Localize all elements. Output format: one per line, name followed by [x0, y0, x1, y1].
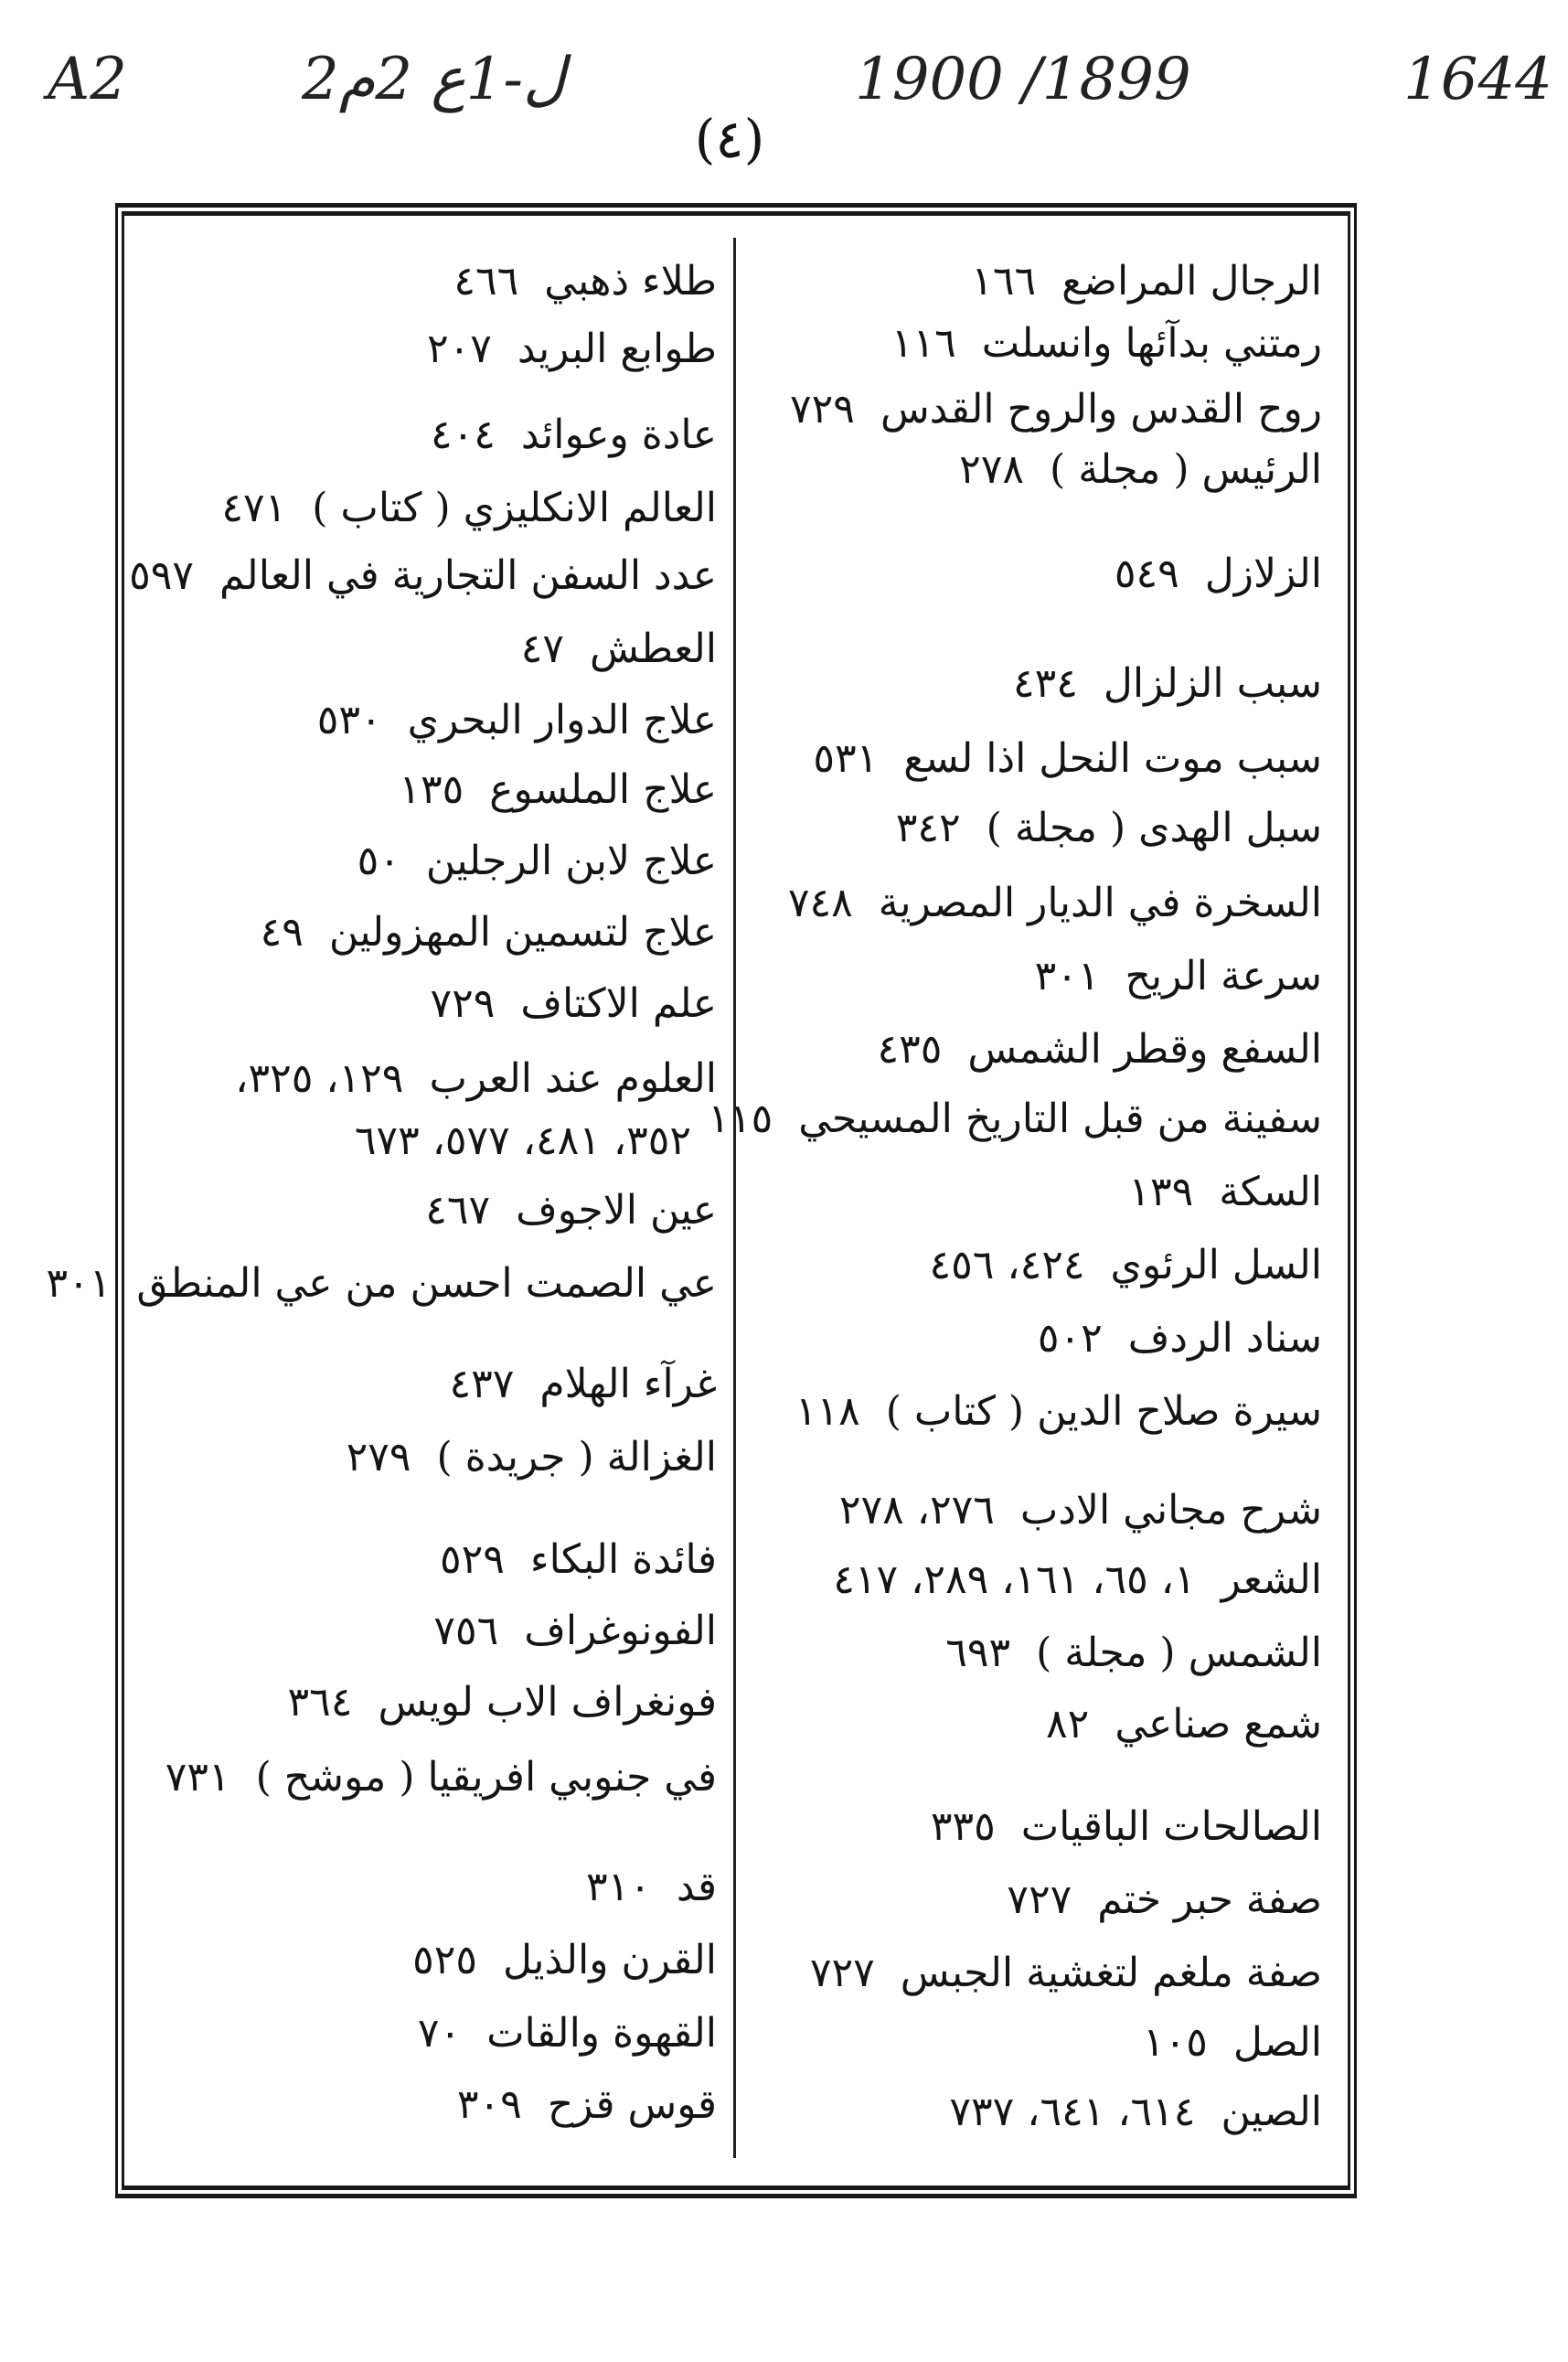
entry-pages: ٢٧٦، ٢٧٨	[838, 1487, 995, 1534]
entry-pages: ١١٦	[891, 320, 956, 367]
entry-term: الفونوغراف	[524, 1608, 717, 1654]
index-entry	[261, 905, 717, 960]
index-entry	[412, 1933, 717, 1988]
handwritten-year-mark: 1900 /1899	[855, 46, 1191, 113]
entry-term: الصين	[1221, 2089, 1322, 2135]
entry-pages: ٣٠١	[1034, 953, 1100, 999]
entry-term: سبب الزلزال	[1103, 660, 1322, 707]
entry-term: قد	[676, 1864, 717, 1910]
entry-term: سبل الهدى ( مجلة )	[986, 805, 1322, 851]
entry-pages: ٦٩٣	[945, 1630, 1011, 1676]
index-entry	[929, 1238, 1322, 1293]
index-entry	[431, 408, 717, 463]
entry-pages: ٣١٠	[585, 1864, 651, 1910]
entry-term: الشعر	[1221, 1556, 1322, 1603]
index-entry	[1115, 547, 1322, 602]
entry-term: العطش	[589, 625, 717, 672]
index-entry	[357, 834, 717, 889]
index-entry	[355, 1114, 717, 1169]
entry-pages: ٣٥٢، ٤٨١، ٥٧٧، ٦٧٣	[354, 1117, 691, 1164]
index-entry	[425, 1183, 717, 1238]
entry-term: شمع صناعي	[1115, 1701, 1322, 1747]
index-entry	[1007, 1873, 1322, 1928]
index-entry	[427, 322, 717, 377]
entry-term: فونغراف الاب لويس	[378, 1679, 717, 1726]
entry-pages: ٧٢٧	[809, 1950, 875, 1996]
entry-term: صفة حبر ختم	[1097, 1876, 1322, 1923]
entry-term: سبب موت النحل اذا لسع	[903, 735, 1322, 782]
entry-pages: ١١٥	[708, 1095, 773, 1142]
index-entry	[813, 732, 1322, 786]
entry-pages: ٥٣١	[813, 735, 879, 782]
index-entry	[1038, 1311, 1322, 1366]
entry-term: طلاء ذهبي	[544, 258, 717, 305]
entry-term: رمتني بدآئها وانسلت	[981, 320, 1322, 367]
entry-term: الشمس ( مجلة )	[1036, 1630, 1322, 1676]
index-entry	[235, 1052, 717, 1106]
entry-term: الزلازل	[1204, 550, 1322, 597]
entry-pages: ٤٣٤	[1012, 660, 1078, 707]
entry-term: القهوة والقات	[486, 2010, 717, 2057]
entry-pages: ٥٢٥	[412, 1937, 477, 1983]
entry-pages: ٧٣١	[165, 1754, 230, 1801]
entry-term: العالم الانكليزي ( كتاب )	[312, 485, 717, 531]
entry-pages: ٣٣٥	[930, 1803, 996, 1850]
index-entry	[1046, 1697, 1322, 1752]
entry-term: القرن والذيل	[502, 1937, 717, 1983]
entry-term: عدد السفن التجارية في العالم	[219, 552, 717, 599]
entry-term: سيرة صلاح الدين ( كتاب )	[885, 1388, 1322, 1435]
index-entry	[129, 549, 717, 604]
entry-pages: ٢٧٩	[346, 1434, 411, 1480]
entry-pages: ٧٥٦	[433, 1608, 499, 1654]
entry-term: عين الاجوف	[516, 1187, 717, 1234]
index-entry	[891, 316, 1322, 371]
entry-pages: ٧٠	[417, 2010, 462, 2057]
entry-pages: ١٢٩، ٣٢٥،	[235, 1055, 404, 1102]
entry-pages: ٧٢٩	[430, 980, 496, 1027]
entry-pages: ٧٢٧	[1007, 1876, 1072, 1923]
entry-pages: ٥٤٩	[1114, 550, 1179, 597]
entry-pages: ٤٩	[260, 909, 304, 956]
index-entry	[453, 254, 717, 309]
entry-pages: ٦١٤، ٦٤١، ٧٣٧	[949, 2089, 1196, 2135]
entry-pages: ١٦٦	[971, 258, 1037, 305]
entry-term: الرجال المراضع	[1061, 258, 1322, 305]
index-entry	[1013, 657, 1322, 711]
entry-term: السفع وقطر الشمس	[967, 1026, 1322, 1073]
index-entry	[521, 622, 717, 677]
index-entry	[945, 1626, 1322, 1681]
index-entry	[788, 876, 1322, 931]
entry-pages: ١، ٦٥، ١٦١، ٢٨٩، ٤١٧	[833, 1556, 1196, 1603]
index-entry	[790, 382, 1322, 437]
index-entry	[810, 1946, 1322, 2001]
entry-term: السل الرئوي	[1110, 1242, 1322, 1288]
index-entry	[1128, 1165, 1322, 1220]
entry-pages: ٤٠٤	[431, 411, 496, 458]
column-divider	[733, 238, 736, 2158]
entry-term: علم الاكتاف	[520, 980, 717, 1027]
entry-term: سرعة الريح	[1125, 953, 1322, 999]
index-entry	[399, 763, 717, 818]
index-entry	[971, 254, 1322, 309]
entry-pages: ٣٠٩	[456, 2081, 522, 2128]
entry-pages: ١٣٩	[1128, 1169, 1194, 1215]
entry-term: العلوم عند العرب	[429, 1055, 717, 1102]
index-entry	[317, 693, 717, 748]
index-entry	[457, 2078, 717, 2132]
entry-pages: ٥٠٢	[1037, 1315, 1103, 1362]
index-entry	[795, 1384, 1322, 1439]
entry-pages: ٤٧	[520, 625, 564, 672]
entry-term: صفة ملغم لتغشية الجبس	[900, 1950, 1322, 1996]
index-entry	[165, 1750, 717, 1805]
entry-term: علاج الملسوع	[489, 766, 717, 813]
entry-term: علاج الدوار البحري	[407, 697, 717, 743]
index-entry	[449, 1357, 717, 1412]
entry-term: السكة	[1219, 1169, 1322, 1215]
index-entry	[1035, 949, 1322, 1004]
index-entry	[221, 481, 717, 536]
index-entry	[931, 1800, 1322, 1854]
entry-pages: ٥٠	[357, 838, 400, 884]
entry-term: علاج لابن الرجلين	[425, 838, 717, 884]
entry-term: عادة وعوائد	[520, 411, 717, 458]
index-entry	[288, 1675, 717, 1730]
entry-pages: ٤٣٧	[449, 1361, 515, 1407]
entry-term: الرئيس ( مجلة )	[1050, 446, 1322, 493]
index-entry	[708, 1092, 1322, 1147]
entry-pages: ٧٤٨	[787, 880, 853, 926]
index-entry	[418, 2006, 717, 2061]
index-frame	[46, 203, 1357, 2198]
index-entry	[839, 1483, 1322, 1538]
entry-term: غرآء الهلام	[539, 1361, 717, 1407]
entry-pages: ١١٨	[795, 1388, 860, 1435]
entry-pages: ٤٦٦	[453, 258, 519, 305]
entry-term: سفينة من قبل التاريخ المسيحي	[798, 1095, 1322, 1142]
entry-term: عي الصمت احسن من عي المنطق	[136, 1260, 717, 1307]
entry-pages: ٣٦٤	[287, 1679, 353, 1726]
entry-pages: ٤٦٧	[425, 1187, 491, 1234]
entry-pages: ٥٣٠	[316, 697, 382, 743]
index-entry	[896, 801, 1322, 856]
index-entry	[433, 1604, 717, 1659]
index-entry	[833, 1553, 1322, 1608]
entry-term: سناد الردف	[1127, 1315, 1322, 1362]
index-entry	[1143, 2015, 1322, 2070]
index-entry	[949, 2085, 1322, 2140]
index-entry	[430, 977, 717, 1031]
entry-pages: ٨٢	[1046, 1701, 1090, 1747]
entry-term: قوس قزح	[547, 2081, 717, 2128]
entry-term: الصالحات الباقيات	[1020, 1803, 1322, 1850]
entry-term: السخرة في الديار المصرية	[878, 880, 1322, 926]
entry-pages: ٣٤٢	[895, 805, 961, 851]
page-number: (٤)	[694, 108, 765, 170]
entry-pages: ٣٠١	[46, 1260, 112, 1307]
handwritten-number-mark: 1644	[1403, 46, 1552, 113]
entry-term: فائدة البكاء	[529, 1536, 717, 1583]
index-entry	[47, 1256, 718, 1311]
index-entry	[586, 1860, 717, 1915]
index-entry	[959, 443, 1322, 497]
entry-term: طوابع البريد	[517, 326, 717, 372]
entry-pages: ١٣٥	[399, 766, 464, 813]
entry-pages: ٤٧١	[221, 485, 287, 531]
entry-pages: ٥٢٩	[439, 1536, 505, 1583]
entry-term: في جنوبي افريقيا ( موشح )	[255, 1754, 717, 1801]
handwritten-reference-mark: 2ل-1ع 2م	[302, 46, 566, 113]
index-entry	[440, 1533, 717, 1587]
entry-term: شرح مجاني الادب	[1019, 1487, 1322, 1534]
index-entry	[877, 1022, 1322, 1077]
entry-pages: ٤٢٤، ٤٥٦	[929, 1242, 1085, 1288]
entry-term: الصل	[1232, 2019, 1322, 2066]
entry-term: الغزالة ( جريدة )	[436, 1434, 717, 1480]
entry-pages: ٤٣٥	[877, 1026, 943, 1073]
handwritten-accession-mark: A2	[48, 46, 127, 113]
entry-pages: ٢٠٧	[426, 326, 492, 372]
entry-term: روح القدس والروح القدس	[880, 386, 1322, 433]
entry-pages: ٧٢٩	[790, 386, 855, 433]
entry-pages: ٢٧٨	[959, 446, 1025, 493]
entry-pages: ٥٩٧	[129, 552, 195, 599]
index-entry	[347, 1430, 717, 1485]
entry-pages: ١٠٥	[1142, 2019, 1208, 2066]
entry-term: علاج لتسمين المهزولين	[328, 909, 717, 956]
